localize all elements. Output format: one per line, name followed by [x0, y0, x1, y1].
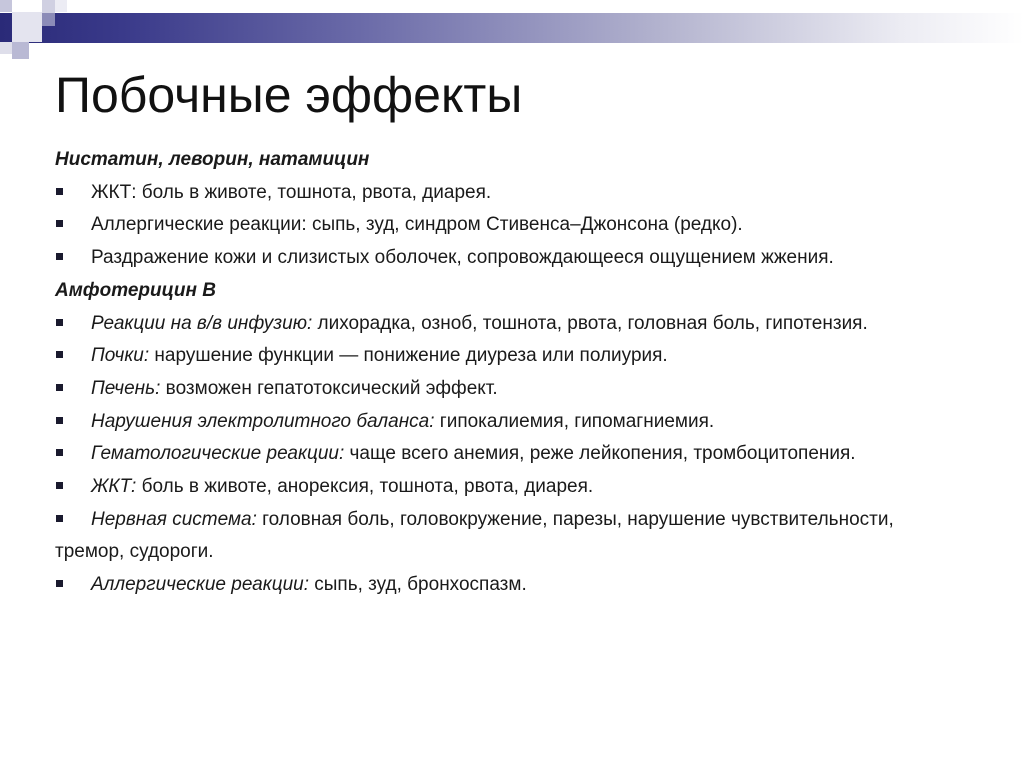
decorative-square	[42, 0, 55, 13]
decorative-square	[0, 0, 12, 12]
slide-content	[55, 144, 955, 602]
bullet-square-icon	[56, 580, 63, 587]
slide-title: Побочные эффекты	[55, 67, 523, 123]
item-text: чаще всего анемия, реже лейкопения, тромбоцитопения.	[344, 443, 856, 465]
bullet-square-icon	[56, 253, 63, 260]
item-label: Печень:	[91, 377, 161, 399]
bullet-square-icon	[56, 515, 63, 522]
item-label: Реакции на в/в инфузию:	[91, 312, 313, 334]
bullet-square-icon	[56, 351, 63, 358]
item-text: Раздражение кожи и слизистых оболочек, сопровождающееся ощущением жжения.	[91, 247, 834, 269]
item-label: Нервная система:	[91, 508, 257, 530]
list-item	[55, 177, 955, 210]
header-gradient-bar	[0, 13, 1024, 43]
item-label: Гематологические реакции:	[91, 443, 345, 465]
decorative-square	[0, 42, 12, 54]
item-text: головная боль, головокружение, парезы, нарушение чувствительности, тремор, судороги.	[55, 508, 894, 563]
item-label: Нарушения электролитного баланса:	[91, 410, 435, 432]
bullet-square-icon	[56, 220, 63, 227]
decorative-square	[42, 13, 55, 26]
list-item	[55, 340, 955, 373]
decorative-square	[55, 0, 67, 12]
section-heading: Нистатин, леворин, натамицин	[55, 149, 370, 170]
item-text: нарушение функции — понижение диуреза или полиурия.	[149, 345, 668, 367]
bullet-square-icon	[56, 417, 63, 424]
list-item	[55, 242, 955, 275]
list-item	[55, 438, 955, 471]
item-text: Аллергические реакции: сыпь, зуд, синдром Стивенса–Джонсона (редко).	[91, 214, 743, 236]
list-item	[55, 406, 955, 439]
list-item	[55, 209, 955, 242]
list-item	[55, 504, 955, 569]
bullet-square-icon	[56, 482, 63, 489]
list-item	[55, 569, 955, 602]
bullet-square-icon	[56, 384, 63, 391]
item-label: Почки:	[91, 345, 150, 367]
bullet-square-icon	[56, 319, 63, 326]
item-label: Аллергические реакции:	[91, 574, 309, 596]
item-text: боль в животе, анорексия, тошнота, рвота, диарея.	[136, 476, 594, 498]
section-heading: Амфотерицин В	[55, 279, 216, 301]
item-text: гипокалиемия, гипомагниемия.	[434, 410, 715, 432]
item-text: сыпь, зуд, бронхоспазм.	[308, 574, 527, 596]
decorative-square	[12, 42, 29, 59]
list-item	[55, 308, 955, 341]
item-text: ЖКТ: боль в животе, тошнота, рвота, диарея.	[91, 181, 492, 203]
list-item	[55, 373, 955, 406]
item-label: ЖКТ:	[91, 476, 137, 498]
bullet-square-icon	[56, 188, 63, 195]
item-text: лихорадка, озноб, тошнота, рвота, головная боль, гипотензия.	[312, 312, 868, 334]
bullet-square-icon	[56, 449, 63, 456]
item-text: возможен гепатотоксический эффект.	[160, 377, 498, 399]
list-item	[55, 471, 955, 504]
decorative-square	[12, 12, 42, 42]
